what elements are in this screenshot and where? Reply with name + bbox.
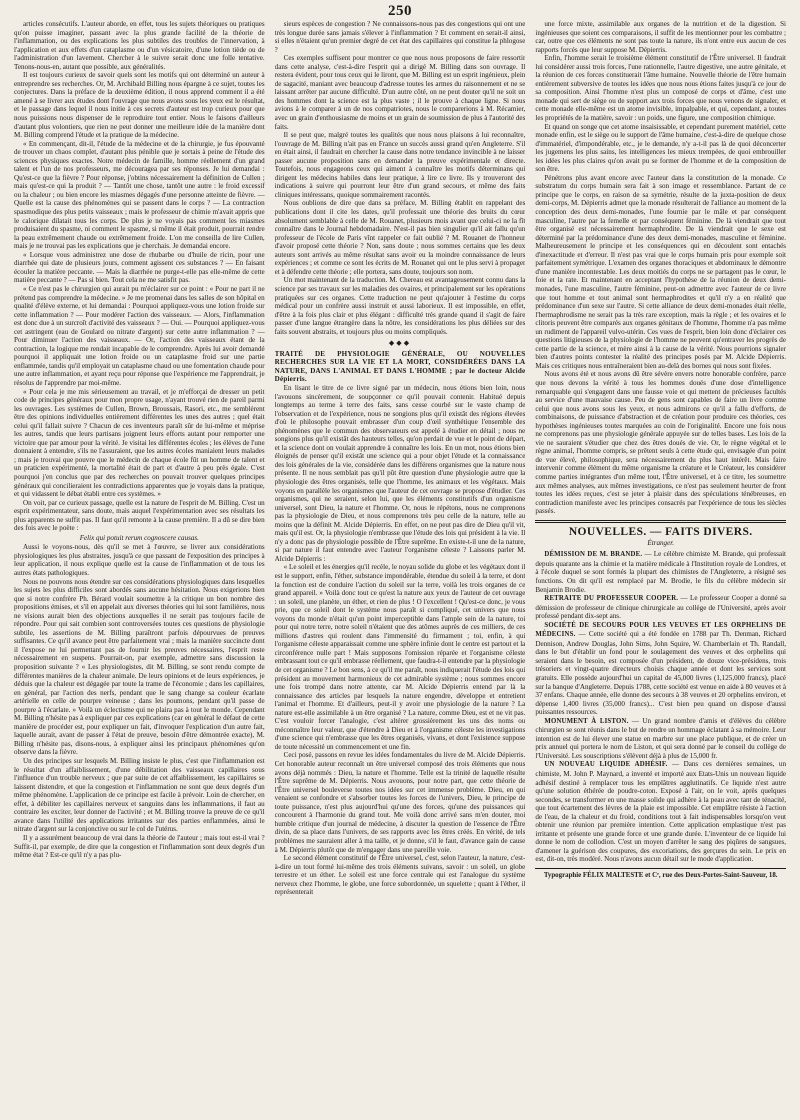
column-3 — [535, 20, 786, 1106]
paragraph: Ceci posé, passons en revue les idées fondamentales du livre de M. Alcide Dépierris. Cet honorable auteur reconnaît un être universel composé des trois éléments que nous avons déjà nommés : Dieu, la nature et l'homme. Telle est la trinité de laquelle résulte l'Être suprême de M. Dépierris. Nous avouons, pour notre part, que cette théorie de l'Être universel bouleverse toutes nos idées sur cet immense problème. Dieu, en qui venaient se confondre et s'absorber toutes les forces de l'univers, Dieu, le principe de toute puissance, n'est plus aujourd'hui qu'une des forces, qu'une des puissances qui concourent à l'harmonie du grand tout. Me voilà donc arrivé sans m'en douter, moi humble critique d'un journal de médecine, à discuter la question de l'essence de l'Être divin, de sa place dans l'univers, de ses rapports avec les êtres créés. En vérité, de tels problèmes me sauraient aller à ma taille, et je donne, s'il le faut, d'avance gain de cause à M. Dépierris plutôt que de m'engager dans une pareille voie. — [274, 751, 526, 854]
paragraph: En lisant le titre de ce livre signé par un médecin, nous étions bien loin, nous l'avouons sincèrement, de soupçonner ce qu'il pouvait contenir. Habitué depuis longtemps au terme à terre des faits, sans cesse courbé sur le vaste champ de l'observation et de l'expérience, nous ne songions plus qu'il existât des régions élevées d'où le philosophe pouvait embrasser d'un coup d'œil synthétique l'ensemble des phénomènes que le commun des observateurs est appelé à étudier en détail ; nous ne songions plus qu'il existât des hauteurs telles, qu'on perdait de vue et le point de départ, et la science dont on voulait apprendre à connaître les lois. En un mot, nous étions bien éloignés de penser qu'il existât une science qui a pour objet l'étude et la connaissance des lois générales de la vie, considérée dans les différens organismes que la nature nous présente. Il ne nous semblait pas qu'il pût être question d'une physiologie autre que la physiologie des êtres organisés, telle que l'homme, les animaux et les végétaux. Mais voyons en parallèle les organismes que l'auteur de cet ouvrage se propose d'étudier. Ces organismes, qui ne seraient, selon lui, que les éléments constitutifs d'un organisme universel, sont Dieu, la nature et l'homme. Or, nous le répétons, nous ne comprenons pas la physiologie de Dieu, et nous comprenons très peu celle de la nature, telle au moins que la définit M. Alcide Dépierris. En effet, on ne peut pas dire de Dieu qu'il vit, mais qu'il est. Or, la physiologie n'embrasse que l'étude des lois qui président à la vie. Il n'y a donc pas de physiologie possible de l'Être suprême. En existe-t-il une de la nature, si par nature il faut entendre avec l'auteur l'organisme céleste ? Laissons parler M. Alcide Dépierris : — [274, 383, 526, 563]
paragraph: Nous avons été et nous avons dû être sévère envers notre honorable confrère, parce que nous devons la vérité à tous les hommes doués d'une dose d'intelligence remarquable qui s'engagent dans une fausse voie et qui mettent de précieuses facultés au service d'une mauvaise cause. Peu de gens sont capables de faire un livre comme celui que nous avons sous les yeux, et nous admirons ce qu'il a fallu d'efforts, de combinaisons, de puissance d'abstraction et de création pour produire ces théories, ces hypothèses ingénieuses toutes marquées au coin de l'originalité. Encore une fois nous ne comprenons pas une physiologie générale appuyée sur de telles bases. Les lois de la vie ne sauraient s'étudier que chez des êtres doués de vie. Or, le règne végétal et le règne animal, l'homme compris, se prêtent seuls à cette étude qui, envisagée d'un point de vue élevé, philosophique, sera nécessairement du plus haut intérêt. Mais faire intervenir comme élément du même organisme la créature et le Créateur, les considérer comme parties intégrantes d'un même tout, l'Être universel, et à ce titre, les soumettre aux mêmes analyses, aux mêmes investigations, ce n'est pas seulement heurter de front toutes les idées reçues, c'est se jeter à plaisir dans des spéculations ténébreuses, en contradiction manifeste avec les principes consacrés par l'expérience de tous les siècles passés. — [535, 370, 787, 516]
latin-quote: Felix qui potuit rerum cognoscere causas. — [79, 533, 199, 542]
paragraph: On voit, par ce curieux passage, quelle est la nature de l'esprit de M. Billing. C'est un esprit expérimentateur, sans doute, mais auquel l'expérimentation avec ses résultats les plus apparents ne suffit pas. Il faut qu'il remonte à la cause première. Il a dû se dire bien des fois avec le poète : — [14, 498, 265, 533]
news-item-text: — Le professeur Cooper a donné sa démission de professeur de clinique chirurgicale au collège de l'Université, après avoir professé pendant dix-sept ans. — [535, 594, 787, 621]
news-item-heading: UN NOUVEAU LIQUIDE ADHÉSIF. — [544, 761, 668, 769]
paragraph: Il est toujours curieux de savoir quels sont les motifs qui ont déterminé un auteur à entreprendre ses recherches. Or, M. Archibald Billing nous épargne à ce sujet, toutes les conjectures. Dans la préface de la deuxième édition, il nous apprend comment il a été amené à se livrer aux études dont l'ouvrage que nous avons sous les yeux est le résultat, et le passage dans lequel il nous initie à ces secrets d'auteur est trop curieux pour que nous puissions nous dispenser de le reproduire tout entier. Nous le faisons d'ailleurs d'autant plus volontiers, que rien ne peut donner une meilleure idée de la manière dont M. Billing comprend l'étude et la pratique de la médecine. — [14, 71, 265, 140]
paragraph: « Lorsque vous administrez une dose de rhubarbe ou d'huile de ricin, pour une diarrhée qui date de plusieurs jours, comment agissent ces substances ? — En faisant écouler la matière peccante. — Mais la diarrhée ne purge-t-elle pas elle-même de cette matière peccante ? — Pas si bien. Tout cela ne me satisfit pas. — [14, 250, 265, 285]
news-section-title: NOUVELLES. — FAITS DIVERS. — [568, 526, 753, 539]
news-item — [535, 760, 786, 864]
page-number: 250 — [388, 3, 412, 19]
news-item — [535, 594, 786, 621]
news-item — [535, 621, 786, 717]
paragraph: Un mot maintenant de la traduction. M. Chereau est avantageusement connu dans la science par ses travaux sur les maladies des ovaires, et principalement sur les opérations pratiquées sur ces organes. Cette traduction ne peut qu'ajouter à l'estime du corps médical pour un confrère aussi instruit et aussi laborieux. Il est impossible, en effet, d'être à la fois plus clair et plus élégant : difficulté très grande quand il s'agit de faire passer d'une langue étrangère dans la nôtre, les considérations les plus déliées sur des faits souvent abstraits, et toujours plus ou moins compliqués. — [274, 276, 526, 336]
paragraph: « Pour cela je me mis sérieusement au travail, et je m'efforçai de dresser un petit code de principes généraux pour mon propre usage, n'ayant trouvé rien de pareil parmi les ouvrages. Les systèmes de Cullen, Brown, Broussais, Rasori, etc., me semblèrent être des opinions individuelles entièrement différentes les unes des autres ; quel était celui qu'il fallait suivre ? Chacun de ces inventeurs paraît sûr de lui-même et méprise les autres, tandis que leurs partisans joignent leurs efforts autant pour remporter une victoire que par amour pour la vérité. Je visitai les différentes écoles ; les élèves de l'une donnaient à entendre, s'ils ne l'assuraient, que les autres écoles maniaient leurs malades ; mais je trouvai que pouvre que le médecin de chaque école fût un homme de talent et un praticien expérimenté, la mortalité était de part et d'autre à peu près égale. C'est pourquoi j'en conclus que par des recherches on pouvait trouver quelques principes généraux qui concilieraient les contradictions apparentes que je voyais dans la pratique, et qui vidassent le débat établi entre ces systèmes. » — [14, 387, 265, 499]
news-item-text: — Un grand nombre d'amis et d'élèves du célèbre chirurgien se sont réunis dans le but de rendre un hommage éclatant à sa mémoire. Leur intention est de lui élever une statue en marbre sur une place publique, et de créer un prix annuel qui portera le nom de Liston, et qui sera donné par le conseil du collège de l'Université. Les souscriptions s'élèvent déjà à plus de 15,000 fr. — [535, 716, 787, 760]
news-item-heading: DÉMISSION DE M. BRANDE. — [544, 551, 643, 559]
column-1 — [14, 20, 265, 1106]
paragraph: « Le soleil et les énergies qu'il recèle, le noyau solide du globe et les végétaux dont il est le support, enfin, l'éther, substance impondérable, étendue du soleil à la terre, et dont la fonction est de conduire l'action du soleil sur la terre, voilà les trois organes de ce grand appareil. » Voilà donc tout ce qu'est la nature aux yeux de l'auteur de cet ouvrage : un soleil, une planète, un éther, et rien de plus ! O l'excellent ! Qu'est-ce donc, je vous prie, que ce soleil dont le système nous paraît si compliqué, cet univers que nous voyons du monde n'était qu'un point imperceptible dans l'ample sein de la nature, toi pour qui notre terre, notre soleil n'étaient que des atômes auprès de ces milliers, de ces millions d'astres qui roulent dans l'immensité du firmament ; toi, enfin, à qui l'organisme céleste apparaissait comme une sphère infinie dont le centre est partout et la circonférence nulle part ! Mais supposons l'omission réparée et l'organisme céleste embrassant tout ce qu'il embrasse réellement, que faudra-t-il entendre par la physiologie de cet organisme ? Le bon sens, à ce qu'il me paraît, nous indiquerait l'étude des lois qui président au mouvement harmonieux de cet admirable système ; nous sommes encore une fois trompé dans notre attente, car M. Alcide Dépierris entend par là la connaissance des articles par lesquels la nature engendre, développe et entretient l'animal et l'homme. Et d'ailleurs, peut-il y avoir une physiologie de la nature ? La nature est-elle assimilable à un être organisé ? La nature, comme Dieu, est et ne vit pas. C'est vouloir forcer l'analogie, c'est altérer grossièrement les uns des noms ou méconnaître leur valeur, que d'étendre à Dieu et à l'organisme céleste les investigations d'une science qui n'embrasse que les êtres organisés, vivans, et dont l'existence suppose de toute nécessité un commencement et une fin. — [274, 563, 526, 751]
news-subheading: Étranger. — [647, 538, 674, 547]
article-heading-text: TRAITÉ DE PHYSIOLOGIE GÉNÉRALE, OU NOUVELLES RECHERCHES SUR LA VIE ET LA MORT, CONSIDÉRÉES DANS LA NATURE, DANS L'ANIMAL ET DANS L'HOMME ; par le docteur Alcide Dépierris. — [274, 349, 526, 384]
paragraph: articles consécutifs. L'auteur aborde, en effet, tous les sujets théoriques ou pratiques qu'on puisse imaginer, passant avec la plus grande facilité de la théorie de l'inflammation, ou des explications les plus subtiles des troubles de l'innervation, à l'application et aux effets d'un cataplasme ou d'un vésicatoire, d'une lotion tiède ou de l'administration d'un lavement. Chercher à le suivre serait donc une folle tentative. Tenons-nous-en, autant que possible, aux généralités. — [14, 20, 265, 71]
paragraph: Et quand on songe que cet atome insaisissable, et cependant purement matériel, cette monade enfin, est le siège ou le support de l'âme humaine, c'est-à-dire de quelque chose d'immatériel, d'impondérable, etc., je le demande, n'y a-t-il pas là de quoi déconcerter les jugemens les plus sains, les intelligences les mieux trempées, de quoi embrouiller les idées les plus claires qu'on avait pu se former de l'homme et de la composition de son être. — [535, 122, 787, 174]
paragraph: Le second élément constitutif de l'Être universel, c'est, selon l'auteur, la nature, c'est-à-dire un tout formé lui-même des trois éléments suivans, savoir : un soleil, un globe terrestre et un éther. Le soleil est une force centrale qui est l'analogue du système nerveux chez l'homme, le globe, une force subordonnée, un squelette ; quant à l'éther, il représenterait — [274, 854, 526, 897]
article-heading — [275, 350, 526, 384]
paragraph: Pénétrons plus avant encore avec l'auteur dans la constitution de la monade. Ce substratum du corps humain sera fait à son image et ressemblance. Partant de ce principe que le corps, en raison de sa symétrie, résulte de la juxta-position de deux demi-corps, M. Dépierris admet que la monade résulterait de l'alliance au moment de la conception des deux demi-monades, l'une fournie par le mâle et par conséquent masculine, l'autre par la femelle et par conséquent féminine. De là viendrait que tout être organisé est nécessairement hermaphrodite. De là viendrait que le sexe est déterminé par la prédominance d'une des deux demi-monades, masculine et féminine. Malheureusement le principe et les conséquences qui en découlent sont entachés d'inexactitude et d'erreur. Il n'est pas vrai que le corps humain pris pour exemple soit parfaitement symétrique. L'examen des organes thoraciques et abdominaux le démontre d'une manière incontestable. Les deux moitiés du corps ne se partagent pas le cœur, le foie et la rate. Et maintenant en acceptant l'hypothèse de la réunion de deux demi-monades, l'une masculine, l'autre féminine, peut-on admettre avec l'auteur de ce livre que tout homme et tout animal sont hermaphrodites et qu'il n'y a en réalité que prédominance d'un sexe sur l'autre. Si cette alliance de deux demi-monades était réelle, l'hermaphrodisme ne serait pas la très rare exception, mais la règle ; et les ovaires et le clitoris peuvent être comparés aux organes génitaux de l'homme, l'homme n'a pas même un rudiment de l'appareil vulvo-utérin. Ces vues de l'esprit, bien loin donc d'éclairer ces questions litigieuses de la physiologie de l'homme ne peuvent qu'entraver les progrès de cette partie de la science, et mère ainsi à la cause de la vérité. Nous pourrions signaler bien d'autres points contester la réalité des principes posés par M. Alcide Dépierris. Mais ces critiques nous entraîneraient bien au-delà des bornes qui nous sont fixées. — [535, 173, 787, 370]
section-ornament: ◆◆◆ — [388, 339, 412, 348]
news-item — [535, 717, 786, 761]
news-item-heading: SOCIÉTÉ DE SECOURS POUR LES VEUVES ET LES ORPHELINS DE MÉDECINS. — [535, 621, 787, 639]
news-item — [535, 550, 786, 594]
column-2 — [275, 20, 526, 1106]
paragraph: une force mixte, assimilable aux organes de la nutrition et de la digestion. Si ingénieuses que soient ces comparaisons, il suffit de les mentionner pour les combattre ; car, outre que ces éléments ne sont pas toute la nature, ils n'ont entre eux aucun de ces rapports forcés que leur suppose M. Dépierris. — [535, 20, 787, 54]
news-item-heading: RETRAITE DU PROFESSEUR COOPER. — [544, 595, 679, 603]
paragraph: « En commençant, dit-il, l'étude de la médecine et de la chirurgie, je fus épouvanté de trouver un chaos complet, d'autant plus pénible que je sortais à peine de l'étude des sciences physiques exactes. Notre médecin de famille, homme réellement d'un grand talent et l'un de nos professeurs, me découragea par ses réponses. Je lui demandai : Qu'est-ce que la fièvre ? Pour réponse, j'obtins nécessairement la définition de Cullen ; mais qu'est-ce qui la produit ? — Tantôt une chose, tantôt une autre : le froid excessif ou la chaleur ; ou bien encore les miasmes dégagés d'une personne atteinte de fièvre. — Quelle est la cause des phénomènes qui se passent dans le corps ? — La contraction spasmodique des plus petits vaisseaux ; mais le professeur de chimie m'avait appris que le calorique dilatait tous les corps. De plus je ne voyais pas comment les miasmes produisaient du spasme, ni comment le spasme, si même il était produit, pourrait rendre la peau extrêmement chaude ou extrêmement froide. L'on me conseilla de lire Cullen, mais je ne trouvai pas les explications que je cherchais. Je demandai encore. — [14, 139, 265, 251]
imprint-rule — [535, 868, 786, 869]
section-divider — [535, 520, 786, 524]
paragraph: Un des principes sur lesquels M. Billing insiste le plus, c'est que l'inflammation est le résultat d'un affaiblissement, d'une débilitation des vaisseaux capillaires sous l'influence d'un trouble nerveux ; que par suite de cet affaiblissement, les capillaires se laissent distendre, et que la congestion et l'inflammation ne sont que deux degrés d'un même phénomène. L'application de ce principe est facile à prévoir. Loin de chercher, en effet, à débiliter les capillaires nerveux et sanguins dans les inflammations, il faut au contraire les exciter, leur donner de l'activité ; et M. Billing trouve la preuve de ce qu'il avance dans l'utilité des applications irritantes sur des parties enflammées, ainsi le nitrate d'argent sur la conjonctive ou sur le col de l'utérus. — [14, 757, 265, 834]
news-item-text: — Cette société qui a été fondée en 1788 par Th. Denman, Richard Dennison, Andrew Douglas, John Sims, John Squire, W. Chamberlain et Th. Randall, dans le but d'établir un fond pour le soulagement des veuves et des orphelins qui seraient dans le besoin, est composée d'un président, de douze vice-présidens, trois trésoriers et vingt-quatre directeurs choisis chaque année et dont les services sont gratuits. Elle possède aujourd'hui un capital de 45,000 livres (1,125,000 francs), placé sur la banque d'Angleterre. Depuis 1788, cette société est venue en aide à 80 veuves et à 37 enfans. Chaque année, elle donne des secours à 38 veuves et 20 orphelins environ, et dépense 1,400 livres (35,000 francs)... C'est bien peu quand on dispose d'aussi puissantes ressources. — [535, 630, 787, 717]
paragraph: Ces exemples suffisent pour montrer ce que nous nous proposons de faire ressortir dans cette analyse, c'est-à-dire l'esprit qui a dirigé M. Billing dans son ouvrage. Il restera évident, pour tous ceux qui le liront, que M. Billing est un esprit ingénieux, plein de sagacité, maniant avec beaucoup d'adresse toutes les armes du raisonnement et ne se laissant arrêter par aucune difficulté. D'un autre côté, on ne peut douter qu'il ne soit un des hommes dont la science est la plus vaste ; il le prouve à chaque ligne. Si nous avions à le comparer à un de nos compatriotes, nous le comparerions à M. Récamier, avec un grain d'enthousiasme de moins et un grain de soumission de plus à l'autorité des faits. — [274, 54, 526, 131]
paragraph: Aussi le voyons-nous, dès qu'il se met à l'œuvre, se livrer aux considérations physiologiques les plus abstraites, jusqu'à ce que passant de l'exposition des principes à leur application, il nous explique quelle est la cause de l'inflammation et de tous les autres états pathologiques. — [14, 543, 265, 577]
paragraph: Nous oublions de dire que dans sa préface, M. Billing établit en rappelant des publications dont il cite les dates, qu'il professait une théorie des bruits du cœur absolument semblable à celle de M. Rouanet, plusieurs mois avant que celui-ci ne la fît connaître dans le Journal hebdomadaire. N'est-il pas bien singulier qu'il ait fallu qu'un professeur de l'école de Paris vînt rappeler ce fait oublié ? M. Rouanet de l'honneur d'avoir proposé cette théorie ? Non, sans doute ; nous sommes certains que les deux auteurs sont arrivés au même résultat sans avoir eu la moindre connaissance de leurs expériences ; et comme ce sont les écrits de M. Rouanet qui ont le plus servi à propager et à défendre cette théorie ; elle portera, sans doute, toujours son nom. — [274, 199, 526, 276]
paragraph: Il se peut que, malgré toutes les qualités que nous nous plaisons à lui reconnaître, l'ouvrage de M. Billing n'ait pas en France un succès aussi grand qu'en Angleterre. S'il en était ainsi, il faudrait en chercher la cause dans notre tendance invincible à ne laisser passer aucune proposition sans en demander la preuve expérimentale et directe. Toutefois, nous engageons ceux qui aiment à connaître les motifs déterminans qui dirigent les médecins habiles dans leur pratique, à lire ce livre. Ils y trouveront des indications à suivre qui pourront leur être d'un grand secours, et même des faits cliniques intéressans, quoique sommairement racontés. — [274, 131, 526, 199]
paragraph: Enfin, l'homme serait le troisième élément constitutif de l'Être universel. Il faudrait lui considérer aussi trois forces, l'une rationnelle, l'autre digestive, une autre génitale, et la réunion de ces forces constituerait l'âme humaine. Nouvelle théorie de l'être humain entièrement subversive de toutes les idées que nous nous étions faites jusqu'à ce jour de sa composition. Ainsi l'homme n'est plus un composé de corps et d'âme, c'est une monade qui sert de siège ou de support aux trois forces que nous venons de signaler, et cette monade elle-même est un atome invisible, impalpable, et qui, cependant, a toutes les propriétés de la matière, savoir : un poids, une figure, une composition chimique. — [535, 54, 787, 123]
paragraph: Nous ne pouvons nous étendre sur ces considérations physiologiques dans lesquelles les sujets les plus difficiles sont abordés sans aucune hésitation. Nous exigerions bien que si notre confrère Ph. Bérard voulait soumettre à la critique un bon nombre des propositions émises, et s'il en appelait aux diverses théories qui lui sont familières, nous ne visions aurait bien des objections auxquelles il ne serait pas toujours facile de répondre. Pour qui sait combien sont controversées toutes ces questions de physiologie subtile, les assertions de M. Billing paraîtront parfois dépourvues de preuves suffisantes. Ce qu'il avance peut être parfaitement vrai ; mais la manière succincte dont il l'expose ne lui permettant pas de fournir les preuves nécessaires, l'esprit reste nécessairement en suspens. Pourrait-on, par exemple, admettre sans discussion la proposition suivante ? « Les physiologistes, dit M. Billing, se sont rendu compte de différentes manières de la chaleur animale. De leurs opinions et de leurs expériences, je déduis que la chaleur est dégagée par toute la trame de l'économie ; dans les capillaires, en général, par l'action des nerfs, pendant que le sang change sa couleur écarlate artérielle en celle de pourpre veineuse ; dans les poumons, pendant qu'il passe de pourpre à l'écarlate. » Voilà un éclectisme qui ne plaira pas à tout le monde. Cependant M. Billing n'hésite pas à expliquer par ces explications (car en général le défaut de cette manière de procéder est, pour expliquer un fait, d'invoquer l'explication d'un autre fait, laquelle aurait, avant de passer à l'état de preuve, besoin d'être démontrée exacte), M. Billing n'hésite pas, disons-nous, à expliquer ainsi les principaux phénomènes qu'on observe dans la fièvre. — [14, 577, 265, 757]
printer-imprint: Typographie FÉLIX MALTESTE et Cᵉ, rue des Deux-Portes-Saint-Sauveur, 18. — [543, 872, 778, 879]
news-item-heading: MONUMENT À LISTON. — [544, 717, 629, 725]
paragraph: Il y a assurément beaucoup de vrai dans la théorie de l'auteur ; mais tout est-il vrai ? Suffit-il, par exemple, de dire que la congestion et l'inflammation sont deux degrés d'un même état ? Est-ce qu'il n'y a pas plu- — [14, 833, 265, 860]
news-item-text: — Dans ces dernières semaines, un chimiste, M. John P. Maynard, a inventé et importé aux Etats-Unis un nouveau liquide adhésif destiné à remplacer tous les emplâtres agglutinatifs. Ce liquide n'est autre qu'une solution éthérée de poudre-coton. Exposé à l'air, on le voit, après quelques secondes, se transformer en une masse solide qui adhère à la peau avec tant de ténacité, que tout écartement des lèvres de la plaie est impossible. Cet emplâtre résiste à l'action de l'eau, de la chaleur et du froid, conditions tout à fait indispensables lorsqu'on veut obtenir une réunion par première intention. Cette application emplastique n'est pas irritante et présente une grande force et une grande durée. L'inventeur de ce liquide lui donne le nom de collodion. C'est un moyen d'arrêter le sang des piqûres de sangsues, d'amener la guérison des coupures, des excoriations, des gerçures du sein. Le prix en est, dit-on, très modéré. Nous n'avons aucun détail sur le mode d'application. — [535, 760, 787, 864]
text-columns — [14, 20, 786, 1106]
news-item-text: — Le célèbre chimiste M. Brande, qui professait depuis quarante ans la chimie et la matière médicale à l'Institution royale de Londres, et à l'école duquel se sont formés la plupart des chimistes de l'Angleterre, a résigné ses fonctions. On dit qu'il est remplacé par M. Brodie, le fils du célèbre médecin sir Benjamin Brodie. — [535, 550, 787, 594]
paragraph: « Ce n'est pas le chirurgien qui aurait pu m'éclairer sur ce point : « Pour ne part il ne prétend pas comprendre la médecine. » Je me promenai dans les salles de son hôpital en qualité d'élève externe, et lui demandai : Pourquoi appliquez-vous une lotion froide sur cette inflammation ? — Pour modérer l'action des vaisseaux. — Alors, l'inflammation est donc due à un surcroît d'activité des vaisseaux ? — Oui. — Pourquoi appliquez-vous cet astringent (eau de Goulard ou nitrate d'argent) sur cette autre inflammation ? — Pour diminuer l'action des vaisseaux. — Or, l'action des vaisseaux étant de la contraction, la logique me rendait incapable de le comprendre. Après lui avoir demandé pourquoi il appliquait une lotion froide ou un cataplasme froid sur une partie enflammée, tandis qu'il employait un cataplasme chaud ou une fomentation chaude pour une autre inflammation, et ayant reçu pour réponse que l'expérience me l'apprendrait, je résolus de l'apprendre par moi-même. — [14, 284, 265, 387]
paragraph: sieurs espèces de congestion ? Ne connaissons-nous pas des congestions qui ont une très longue durée sans jamais s'élever à l'inflammation ? Et comment en serait-il ainsi, si elles n'étaient qu'un premier degré de cet état des capillaires qui constitue la phlogose ? — [274, 20, 526, 54]
